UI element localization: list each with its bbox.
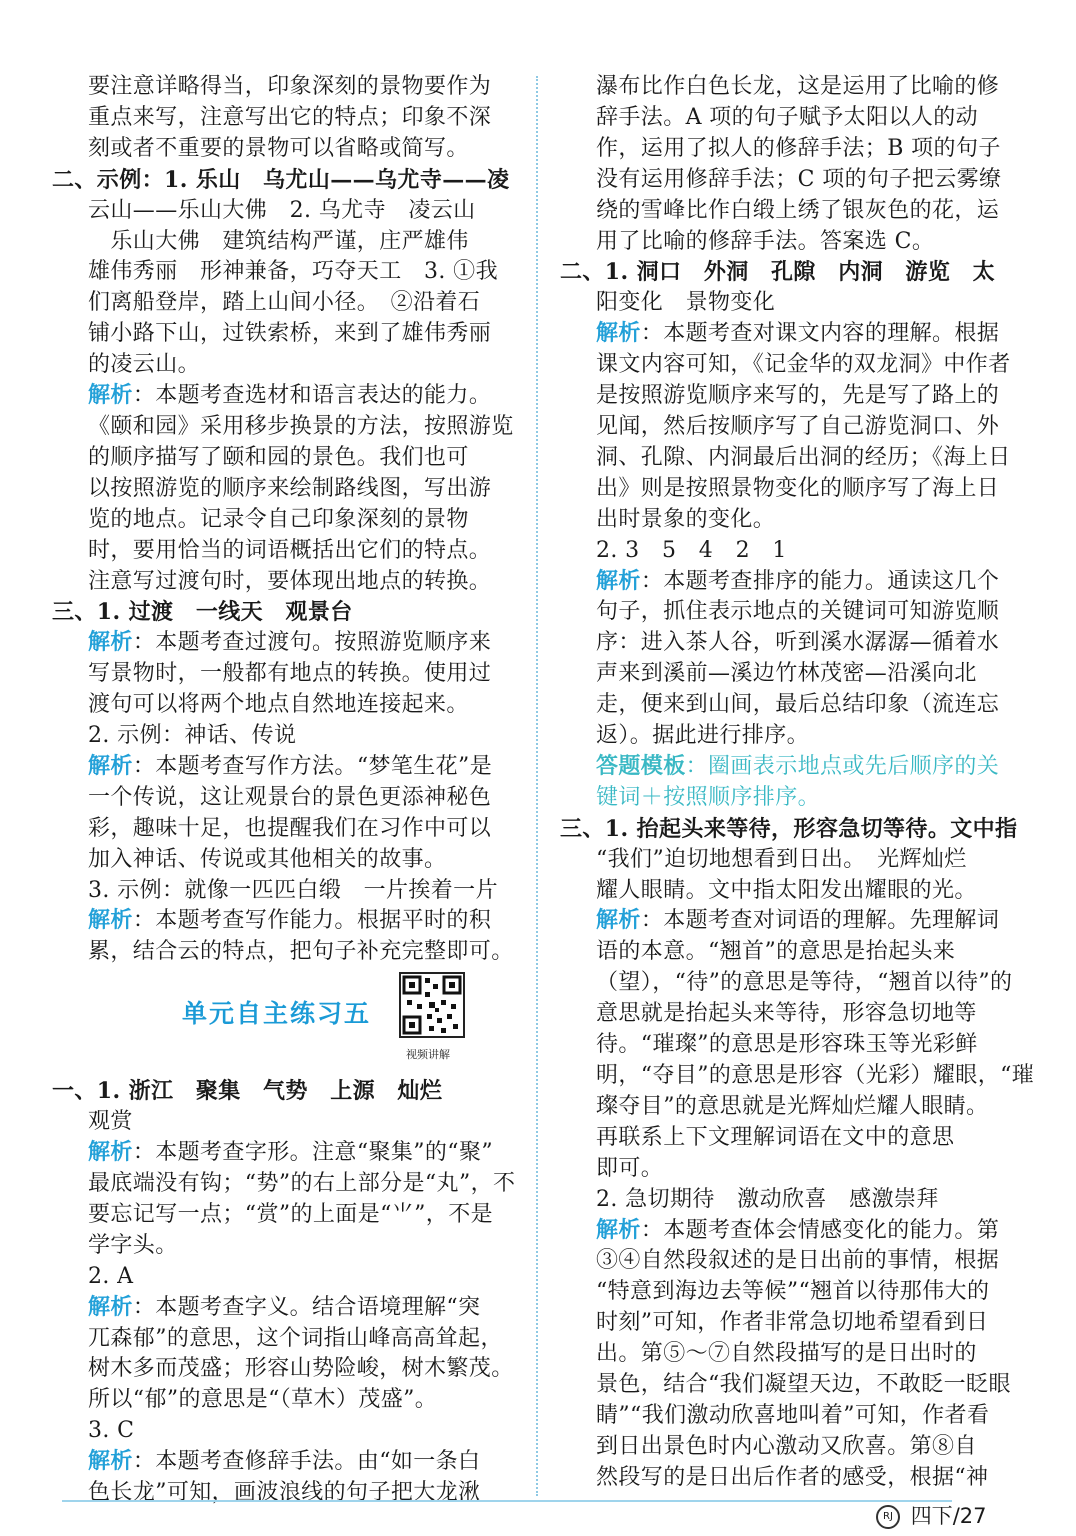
line-text: ：本题考查字形。注意“聚集”的“聚” — [132, 1140, 494, 1166]
text-line — [560, 103, 1010, 134]
text-line — [560, 597, 1010, 628]
analysis-label: 解析 — [88, 1449, 133, 1475]
line-text: ：本题考查对词语的理解。先理解词 — [640, 908, 1000, 934]
text-line — [560, 659, 1010, 690]
text-line — [52, 350, 508, 381]
line-text: ：本题考查写作方法。“梦笔生花”是 — [132, 753, 493, 779]
column-divider — [536, 76, 538, 1496]
line-text: 课文内容可知，《记金华的双龙洞》中作者 — [596, 352, 1011, 378]
text-line — [52, 1169, 516, 1200]
analysis-label: 解析 — [88, 908, 133, 934]
line-text: 即可。 — [596, 1155, 664, 1181]
text-line — [52, 659, 508, 690]
text-line — [52, 1447, 508, 1478]
line-text: 出》则是按照景物变化的顺序写了海上日 — [596, 475, 1000, 501]
text-line — [560, 1277, 1010, 1308]
template-text: ：圈画表示地点或先后顺序的关 — [685, 753, 1000, 779]
text-line — [52, 845, 508, 876]
text-line — [52, 1385, 508, 1416]
line-text: 写景物时，一般都有地点的转换。使用过 — [88, 661, 492, 687]
line-text: 所以“郁”的意思是“（草木）茂盛”。 — [88, 1387, 438, 1413]
text-line — [52, 103, 508, 134]
text-line — [52, 412, 514, 443]
line-text: 见闻，然后按顺序写了自己游览洞口、外 — [596, 413, 1000, 439]
text-line — [560, 690, 1010, 721]
text-line — [560, 999, 1010, 1030]
text-line — [52, 1293, 508, 1324]
line-text: 要忘记写一点；“赏”的上面是“⺌”，不是 — [88, 1201, 493, 1227]
line-text: 的顺序描写了颐和园的景色。我们也可 — [88, 444, 469, 470]
line-text: 瀑布比作白色长龙，这是运用了比喻的修 — [596, 74, 1000, 99]
text-line — [52, 906, 508, 937]
line-text: （望），“待”的意思是等待，“翘首以待”的 — [596, 970, 1013, 996]
line-text: 是按照游览顺序来写的，先是写了路上的 — [596, 383, 1000, 409]
line-text: 2. 示例：神话、传说 — [88, 723, 297, 749]
text-line — [560, 937, 1010, 968]
line-text: 铺小路下山，过铁索桥，来到了雄伟秀丽 — [88, 321, 492, 347]
line-text: ：本题考查过渡句。按照游览顺序来 — [132, 630, 492, 656]
text-line — [560, 1185, 1010, 1216]
line-text: 时刻”可知，作者非常急切地希望看到日 — [596, 1310, 989, 1336]
text-line — [560, 567, 1010, 598]
text-line — [52, 1416, 508, 1447]
line-text: 绕的雪峰比作白缎上绣了银灰色的花，运 — [596, 197, 1000, 223]
line-text: ：本题考查体会情感变化的能力。第 — [640, 1217, 1000, 1243]
text-line — [560, 906, 1010, 937]
text-line — [52, 227, 508, 258]
text-line — [52, 752, 508, 783]
text-line — [560, 628, 1010, 659]
line-text: 语的本意。“翘首”的意思是抬起头来 — [596, 939, 956, 965]
text-line — [52, 567, 508, 598]
analysis-label: 解析 — [596, 908, 641, 934]
line-text: 辞手法。A 项的句子赋予太阳以人的动 — [596, 104, 979, 130]
analysis-label: 解析 — [88, 1140, 133, 1166]
line-text: 兀森郁”的意思，这个词指山峰高高耸起， — [88, 1325, 503, 1351]
line-text: 3. 示例：就像一匹匹白缎 一片挨着一片 — [88, 877, 498, 903]
line-text: 的凌云山。 — [88, 352, 201, 378]
text-line — [560, 1216, 1010, 1247]
text-line — [560, 845, 1010, 876]
line-text: 意思就是抬起头来等待，形容急切地等 — [596, 1001, 977, 1027]
right-column — [560, 72, 1035, 1494]
left-column — [52, 72, 516, 1509]
text-line — [560, 1246, 1010, 1277]
text-line — [560, 1092, 1010, 1123]
line-text: 二、1. 洞口 外洞 孔隙 内洞 游览 太 — [560, 259, 996, 286]
analysis-label: 解析 — [596, 321, 641, 347]
line-text: 2. 3 5 4 2 1 — [596, 537, 787, 563]
text-line — [560, 443, 1010, 474]
line-text: ：本题考查排序的能力。通读这几个 — [640, 568, 1000, 594]
line-text: 走，便来到山间，最后总结印象（流连忘 — [596, 692, 1000, 718]
text-line — [52, 1354, 514, 1385]
analysis-label: 解析 — [88, 383, 133, 409]
line-text: 三、1. 抬起头来等待，形容急切等待。文中指 — [560, 815, 1018, 842]
line-text: 以按照游览的顺序来绘制路线图，写出游 — [88, 475, 492, 501]
unit-title: 单元自主练习五 — [182, 999, 372, 1029]
template-text: 键词＋按照顺序排序。 — [596, 784, 821, 810]
text-line — [52, 1324, 508, 1355]
text-line — [52, 597, 508, 628]
line-text: 二、示例：1. 乐山 乌尤山——乌尤寺——凌 — [52, 166, 510, 193]
text-line — [560, 381, 1010, 412]
line-text: 阳变化 景物变化 — [596, 290, 776, 316]
line-text: ：本题考查选材和语言表达的能力。 — [132, 383, 492, 409]
line-text: 时，要用恰当的词语概括出它们的特点。 — [88, 537, 492, 563]
line-text: 《颐和园》采用移步换景的方法，按照游览 — [88, 413, 514, 439]
text-line — [52, 690, 508, 721]
text-line — [52, 628, 508, 659]
text-line — [560, 1463, 1010, 1494]
text-line — [52, 196, 508, 227]
line-text: 2. 急切期待 激动欣喜 感激崇拜 — [596, 1186, 939, 1212]
text-line — [560, 1061, 1035, 1092]
line-text: 洞、孔隙、内洞最后出洞的经历；《海上日 — [596, 444, 1011, 470]
line-text: 景色，结合“我们凝望天边，不敢眨一眨眼 — [596, 1372, 1011, 1398]
text-line — [560, 1030, 1010, 1061]
line-text: 出时景象的变化。 — [596, 506, 776, 532]
text-line — [560, 1154, 1010, 1185]
text-line — [560, 968, 1013, 999]
footer-rule — [62, 1500, 952, 1502]
line-text: 三、1. 过渡 一线天 观景台 — [52, 599, 353, 626]
line-text: 加入神话、传说或其他相关的故事。 — [88, 846, 447, 872]
text-line — [560, 1308, 1010, 1339]
text-line — [52, 1138, 508, 1169]
analysis-label: 解析 — [596, 1217, 641, 1243]
text-line — [52, 505, 508, 536]
text-line — [560, 72, 1010, 103]
line-text: 学字头。 — [88, 1232, 178, 1258]
line-text: 3. C — [88, 1418, 135, 1444]
line-text: 累，结合云的特点，把句子补充完整即可。 — [88, 939, 514, 965]
text-line — [560, 288, 1010, 319]
text-line — [560, 752, 1010, 783]
line-text: 们离船登岸，踏上山间小径。 ②沿着石 — [88, 290, 481, 316]
text-line — [560, 474, 1010, 505]
text-line — [52, 1478, 508, 1509]
text-line — [52, 1262, 508, 1293]
analysis-label: 解析 — [88, 630, 133, 656]
text-line — [52, 1107, 508, 1138]
text-line — [52, 783, 508, 814]
text-line — [560, 134, 1010, 165]
text-line — [560, 1339, 1010, 1370]
line-text: 雄伟秀丽 形神兼备，巧夺天工 3. ①我 — [88, 259, 498, 285]
analysis-label: 解析 — [88, 753, 133, 779]
analysis-label: 解析 — [88, 1294, 133, 1320]
text-line — [560, 196, 1010, 227]
text-line — [560, 536, 1010, 567]
text-line — [560, 1432, 1010, 1463]
qr-label: 视频讲解 — [406, 1048, 450, 1062]
text-line — [560, 319, 1010, 350]
line-text: 树木多而茂盛；形容山势险峻，树木繁茂。 — [88, 1356, 514, 1382]
line-text: 观赏 — [88, 1109, 133, 1135]
text-line — [52, 721, 508, 752]
text-line — [52, 474, 508, 505]
text-line — [52, 937, 514, 968]
text-line — [52, 165, 508, 196]
edition-badge: RJ — [876, 1505, 900, 1529]
qr-code-icon[interactable] — [399, 972, 465, 1038]
line-text: ：本题考查对课文内容的理解。根据 — [640, 321, 1000, 347]
line-text: 最底端没有钩；“势”的右上部分是“丸”，不 — [88, 1171, 516, 1196]
text-line — [560, 1401, 1010, 1432]
text-line — [52, 443, 508, 474]
line-text: 览的地点。记录令自己印象深刻的景物 — [88, 506, 469, 532]
line-text: 彩，趣味十足，也提醒我们在习作中可以 — [88, 815, 492, 841]
text-line — [52, 1200, 508, 1231]
text-line — [560, 350, 1010, 381]
text-line — [560, 165, 1010, 196]
line-text: 重点来写，注意写出它的特点；印象不深 — [88, 104, 492, 130]
line-text: 出。第⑤～⑦自然段描写的是日出时的 — [596, 1341, 977, 1367]
text-line — [560, 721, 1010, 752]
line-text: 璨夺目”的意思就是光辉灿烂耀人眼睛。 — [596, 1093, 989, 1119]
text-line — [52, 319, 508, 350]
text-line — [52, 536, 508, 567]
line-text: 声来到溪前—溪边竹林茂密—沿溪向北 — [596, 661, 977, 687]
text-line — [560, 257, 1010, 288]
line-text: 序：进入茶人谷，听到溪水潺潺—循着水 — [596, 630, 1000, 656]
line-text: 渡句可以将两个地点自然地连接起来。 — [88, 692, 469, 718]
text-line — [560, 876, 1010, 907]
line-text: 色长龙”可知，画波浪线的句子把大龙湫 — [88, 1480, 481, 1506]
text-line — [560, 814, 1018, 845]
line-text: 作，运用了拟人的修辞手法；B 项的句子 — [596, 135, 1001, 161]
text-line — [52, 1231, 508, 1262]
text-line — [560, 1123, 1010, 1154]
line-text: 再联系上下文理解词语在文中的意思 — [596, 1124, 955, 1150]
page-footer: RJ 四下/27 — [876, 1500, 987, 1530]
line-text: 注意写过渡句时，要体现出地点的转换。 — [88, 568, 492, 594]
text-line — [52, 1076, 508, 1107]
analysis-label: 解析 — [596, 568, 641, 594]
text-line — [560, 783, 1010, 814]
page-number: 27 — [959, 1504, 987, 1528]
line-text: “特意到海边去等候”“翘首以待那伟大的 — [596, 1279, 990, 1305]
line-text: 然段写的是日出后作者的感受，根据“神 — [596, 1464, 989, 1490]
text-line — [52, 134, 508, 165]
text-line — [560, 227, 1010, 258]
text-line — [52, 876, 508, 907]
text-line — [52, 257, 508, 288]
text-line — [560, 412, 1010, 443]
text-line — [52, 288, 508, 319]
line-text: 句子，抓住表示地点的关键词可知游览顺 — [596, 599, 1000, 625]
line-text: 待。“璀璨”的意思是形容珠玉等光彩鲜 — [596, 1032, 978, 1058]
line-text: 刻或者不重要的景物可以省略或简写。 — [88, 135, 469, 161]
line-text: 云山——乐山大佛 2. 乌尤寺 凌云山 — [88, 197, 476, 223]
line-text: 要注意详略得当，印象深刻的景物要作为 — [88, 74, 492, 99]
line-text: “我们”迫切地想看到日出。 光辉灿烂 — [596, 846, 967, 872]
grade-label: 四下 — [910, 1504, 953, 1528]
line-text: ：本题考查字义。结合语境理解“突 — [132, 1294, 481, 1320]
line-text: ：本题考查写作能力。根据平时的积 — [132, 908, 492, 934]
line-text: 一个传说，这让观景台的景色更添神秘色 — [88, 784, 492, 810]
text-line — [560, 505, 1010, 536]
line-text: 乐山大佛 建筑结构严谨，庄严雄伟 — [88, 228, 469, 254]
line-text: 睛”“我们激动欣喜地叫着”可知，作者看 — [596, 1402, 990, 1428]
text-line — [52, 814, 508, 845]
line-text: ③④自然段叙述的是日出前的事情，根据 — [596, 1248, 1000, 1274]
line-text: 明，“夺目”的意思是形容（光彩）耀眼，“璀 — [596, 1063, 1035, 1088]
line-text: 到日出景色时内心激动又欣喜。第⑧自 — [596, 1433, 977, 1459]
text-line — [52, 72, 508, 103]
template-label: 答题模板 — [596, 753, 686, 779]
line-text: ：本题考查修辞手法。由“如一条白 — [132, 1449, 481, 1475]
line-text: 耀人眼睛。文中指太阳发出耀眼的光。 — [596, 877, 977, 903]
line-text: 2. A — [88, 1263, 134, 1289]
unit-header — [52, 968, 508, 1076]
line-text: 没有运用修辞手法；C 项的句子把云雾缭 — [596, 166, 1002, 192]
text-line — [560, 1370, 1010, 1401]
line-text: 返）。据此进行排序。 — [596, 723, 810, 749]
text-line — [52, 381, 508, 412]
line-text: 一、1. 浙江 聚集 气势 上源 灿烂 — [52, 1078, 443, 1105]
line-text: 用了比喻的修辞手法。答案选 C。 — [596, 228, 935, 254]
